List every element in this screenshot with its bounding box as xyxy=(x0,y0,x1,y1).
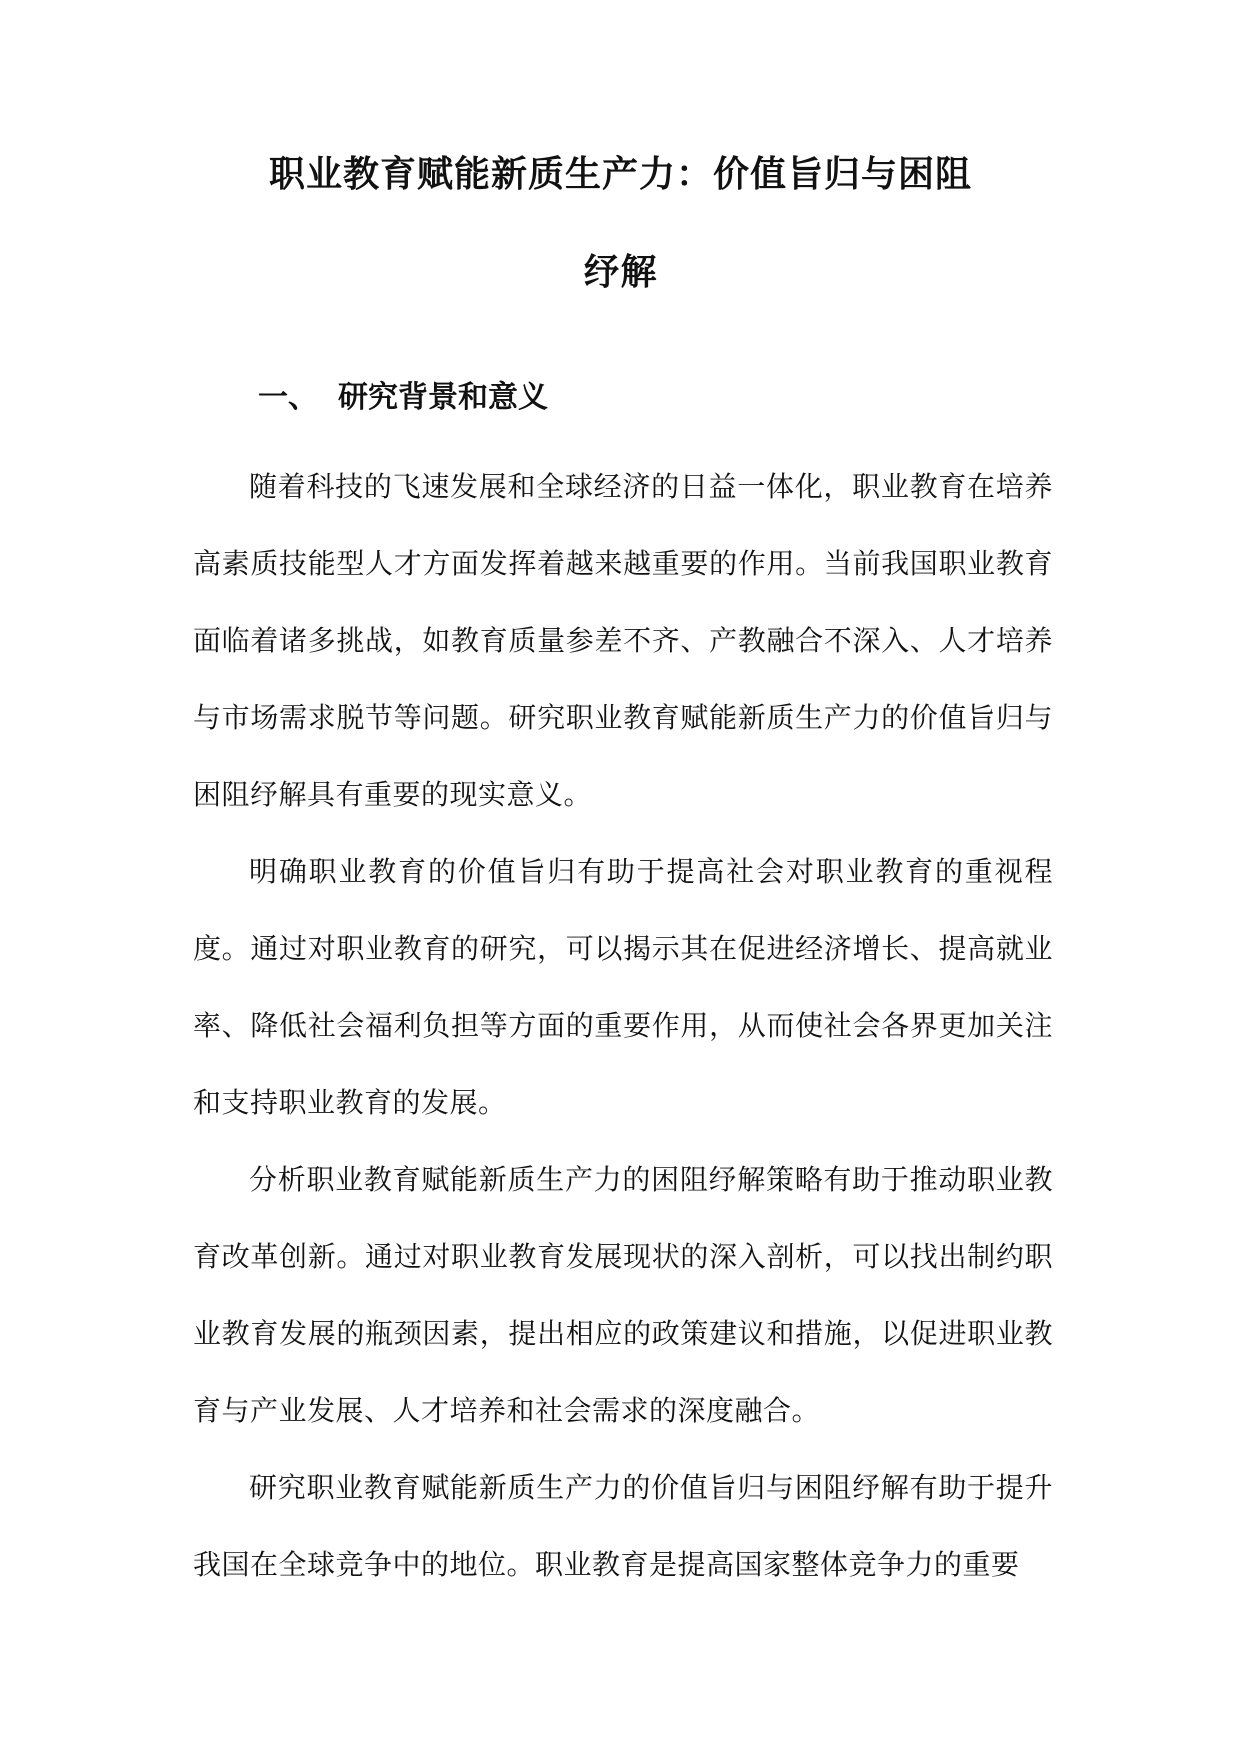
paragraph-4: 研究职业教育赋能新质生产力的价值旨归与困阻纾解有助于提升我国在全球竞争中的地位。职业教育是提高国家整体竞争力的重要 xyxy=(193,1471,1053,1581)
section-heading xyxy=(258,378,548,418)
paragraph-1: 随着科技的飞速发展和全球经济的日益一体化，职业教育在培养高素质技能型人才方面发挥着越来越重要的作用。当前我国职业教育面临着诸多挑战，如教育质量参差不齐、产教融合不深入、人才培养与市场需求脱节等问题。研究职业教育赋能新质生产力的价值旨归与困阻纾解具有重要的现实意义。 xyxy=(193,470,1053,811)
paragraph-2: 明确职业教育的价值旨归有助于提高社会对职业教育的重视程度。通过对职业教育的研究，可以揭示其在促进经济增长、提高就业率、降低社会福利负担等方面的重要作用，从而使社会各界更加关注和支持职业教育的发展。 xyxy=(193,855,1053,1119)
paragraph-3: 分析职业教育赋能新质生产力的困阻纾解策略有助于推动职业教育改革创新。通过对职业教育发展现状的深入剖析，可以找出制约职业教育发展的瓶颈因素，提出相应的政策建议和措施，以促进职业教育与产业发展、人才培养和社会需求的深度融合。 xyxy=(193,1163,1053,1427)
section-number: 一、 xyxy=(258,380,318,415)
document-title-line-2: 纾解 xyxy=(583,252,658,293)
document-title-line-1: 职业教育赋能新质生产力：价值旨归与困阻 xyxy=(268,154,972,195)
body-text xyxy=(193,448,1053,1603)
section-title: 研究背景和意义 xyxy=(338,380,548,415)
